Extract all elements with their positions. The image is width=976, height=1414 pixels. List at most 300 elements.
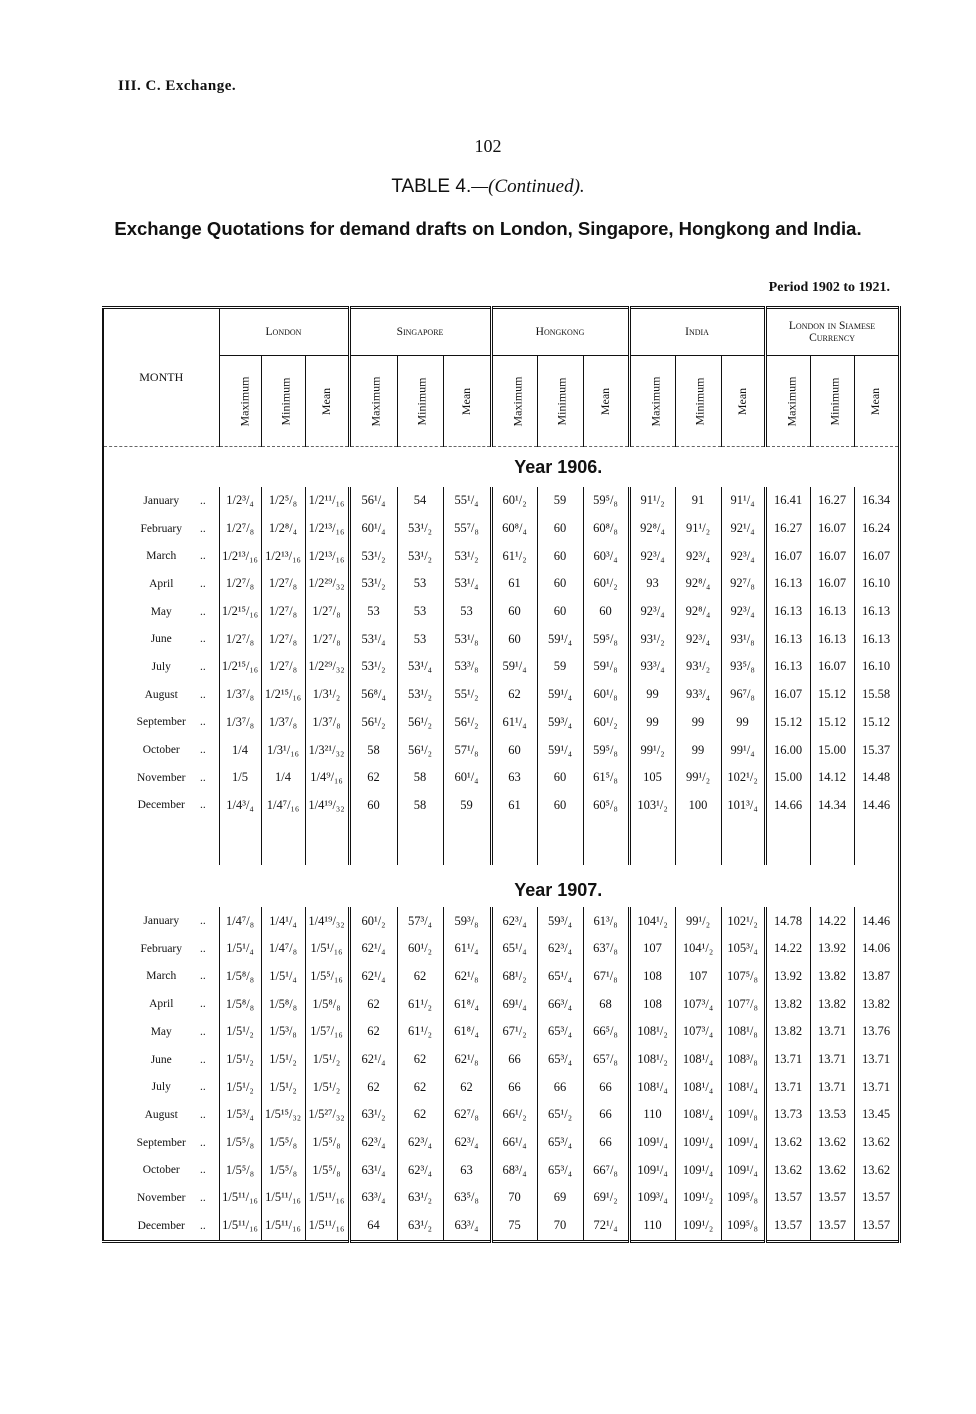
value-cell: 16.13: [854, 625, 899, 653]
value-cell: 53: [349, 598, 397, 626]
value-cell: 1/2⁸/₄: [261, 515, 305, 543]
value-cell: 1/2⁷/₈: [261, 625, 305, 653]
value-cell: 93: [629, 570, 675, 598]
value-cell: 100: [675, 792, 721, 820]
value-cell: 91¹/₄: [721, 487, 765, 515]
value-cell: 61: [491, 792, 537, 820]
value-cell: 92⁷/₈: [721, 570, 765, 598]
value-cell: 58: [397, 764, 443, 792]
value-cell: 56¹/₂: [349, 709, 397, 737]
value-cell: 53: [397, 570, 443, 598]
value-cell: 13.57: [854, 1212, 899, 1241]
value-cell: 66: [583, 1073, 629, 1101]
value-cell: 14.12: [810, 764, 854, 792]
value-cell: 105³/₄: [721, 935, 765, 963]
group-header-singapore: Singapore: [349, 308, 491, 356]
subheader-minimum: [810, 356, 854, 447]
month-cell: [103, 570, 219, 598]
value-cell: 1/2⁷/₈: [305, 598, 349, 626]
value-cell: 60¹/₄: [349, 515, 397, 543]
value-cell: 1/3¹/₂: [305, 681, 349, 709]
value-cell: 63¹/₂: [397, 1212, 443, 1241]
value-cell: 1/5⁵/₈: [261, 1156, 305, 1184]
month-name: February: [140, 942, 182, 955]
month-name: April: [149, 998, 174, 1011]
value-cell: 1/2³/₄: [219, 487, 261, 515]
month-name: January: [143, 915, 180, 928]
month-cell: [103, 625, 219, 653]
value-cell: 68¹/₂: [491, 963, 537, 991]
value-cell: 60⁸/₄: [491, 515, 537, 543]
subheader-maximum: [629, 356, 675, 447]
value-cell: 1/2¹³/₁₆: [219, 542, 261, 570]
value-cell: 60¹/₂: [349, 907, 397, 935]
value-cell: 1/3⁷/₈: [219, 681, 261, 709]
value-cell: 66¹/₄: [491, 1129, 537, 1157]
leader-dots: ..: [200, 605, 206, 618]
value-cell: 67¹/₂: [491, 1018, 537, 1046]
value-cell: 15.00: [765, 764, 810, 792]
value-cell: 13.62: [765, 1156, 810, 1184]
value-cell: 62³/₄: [443, 1129, 491, 1157]
value-cell: 1/4¹⁹/₃₂: [305, 907, 349, 935]
group-header-india: India: [629, 308, 765, 356]
value-cell: 68³/₄: [491, 1156, 537, 1184]
value-cell: 13.71: [854, 1046, 899, 1074]
value-cell: 62³/₄: [491, 907, 537, 935]
value-cell: 70: [537, 1212, 583, 1241]
subheader-maximum: [491, 356, 537, 447]
value-cell: 99: [629, 681, 675, 709]
leader-dots: ..: [200, 1025, 206, 1038]
value-cell: 61¹/₂: [491, 542, 537, 570]
month-cell: [103, 990, 219, 1018]
value-cell: 13.92: [765, 963, 810, 991]
value-cell: 53¹/₂: [349, 653, 397, 681]
value-cell: 13.62: [854, 1129, 899, 1157]
month-cell: [103, 487, 219, 515]
value-cell: 16.07: [810, 570, 854, 598]
value-cell: 65³/₄: [537, 1046, 583, 1074]
value-cell: 13.53: [810, 1101, 854, 1129]
table-row: [103, 681, 899, 709]
table-row: [103, 515, 899, 543]
value-cell: 109¹/₂: [675, 1184, 721, 1212]
value-cell: 58: [349, 736, 397, 764]
table-row: [103, 1046, 899, 1074]
value-cell: 62: [397, 1101, 443, 1129]
value-cell: 13.62: [765, 1129, 810, 1157]
value-cell: 1/5⁵/₈: [219, 1156, 261, 1184]
month-name: November: [136, 771, 186, 784]
value-cell: 14.78: [765, 907, 810, 935]
value-cell: 1/2⁷/₈: [261, 570, 305, 598]
value-cell: 53¹/₂: [443, 542, 491, 570]
value-cell: 60: [537, 542, 583, 570]
value-cell: 13.76: [854, 1018, 899, 1046]
value-cell: 109¹/₂: [675, 1212, 721, 1241]
value-cell: 92³/₄: [675, 625, 721, 653]
value-cell: 1/4⁷/₈: [219, 907, 261, 935]
value-cell: 104¹/₂: [675, 935, 721, 963]
month-cell: [103, 598, 219, 626]
value-cell: 16.27: [765, 515, 810, 543]
value-cell: 59⁵/₈: [583, 736, 629, 764]
value-cell: 1/5¹/₂: [219, 1046, 261, 1074]
table-row: [103, 709, 899, 737]
leader-dots: ..: [200, 550, 206, 563]
value-cell: 16.13: [810, 598, 854, 626]
value-cell: 16.24: [854, 515, 899, 543]
value-cell: 60¹/₂: [583, 570, 629, 598]
value-cell: 61¹/₄: [443, 935, 491, 963]
value-cell: 70: [491, 1184, 537, 1212]
value-cell: 110: [629, 1212, 675, 1241]
value-cell: 65³/₄: [537, 1129, 583, 1157]
table-row: [103, 1018, 899, 1046]
value-cell: 107⁵/₈: [721, 963, 765, 991]
value-cell: 93¹/₂: [675, 653, 721, 681]
leader-dots: ..: [200, 970, 206, 983]
year-row: [103, 447, 899, 488]
value-cell: 13.71: [854, 1073, 899, 1101]
value-cell: 1/2¹⁵/₁₆: [261, 681, 305, 709]
value-cell: 13.82: [765, 990, 810, 1018]
value-cell: 57¹/₈: [443, 736, 491, 764]
value-cell: 60: [537, 792, 583, 820]
value-cell: 63: [491, 764, 537, 792]
leader-dots: ..: [200, 577, 206, 590]
value-cell: 56¹/₂: [397, 709, 443, 737]
value-cell: 60: [537, 570, 583, 598]
value-cell: 14.22: [810, 907, 854, 935]
value-cell: 67¹/₈: [583, 963, 629, 991]
subheader-label: Mean: [735, 387, 750, 415]
leader-dots: ..: [200, 998, 206, 1011]
value-cell: 65¹/₄: [491, 935, 537, 963]
value-cell: 109¹/₈: [721, 1101, 765, 1129]
value-cell: 1/5⁵/₁₆: [305, 963, 349, 991]
value-cell: 109¹/₄: [721, 1156, 765, 1184]
value-cell: 62¹/₈: [443, 1046, 491, 1074]
value-cell: 1/5¹¹/₁₆: [305, 1212, 349, 1241]
value-cell: 1/5¹/₂: [305, 1046, 349, 1074]
value-cell: 13.57: [765, 1212, 810, 1241]
value-cell: 1/5⁵/₈: [219, 1129, 261, 1157]
value-cell: 15.12: [854, 709, 899, 737]
leader-dots: ..: [200, 716, 206, 729]
value-cell: 1/4¹⁹/₃₂: [305, 792, 349, 820]
value-cell: 59¹/₄: [537, 681, 583, 709]
subheader-label: Mean: [459, 387, 474, 415]
month-name: August: [144, 1108, 178, 1121]
value-cell: 93¹/₈: [721, 625, 765, 653]
value-cell: 62: [397, 963, 443, 991]
subheader-label: Minimum: [692, 376, 707, 426]
value-cell: 1/5¹/₂: [219, 1018, 261, 1046]
value-cell: 65³/₄: [537, 1156, 583, 1184]
value-cell: 56¹/₄: [349, 487, 397, 515]
value-cell: 109¹/₄: [629, 1129, 675, 1157]
value-cell: 63¹/₂: [397, 1184, 443, 1212]
value-cell: 1/5⁷/₁₆: [305, 1018, 349, 1046]
value-cell: 56⁸/₄: [349, 681, 397, 709]
value-cell: 59¹/₄: [537, 736, 583, 764]
value-cell: 1/5²⁷/₃₂: [305, 1101, 349, 1129]
subheader-mean: [721, 356, 765, 447]
value-cell: 65¹/₂: [537, 1101, 583, 1129]
value-cell: 109³/₄: [629, 1184, 675, 1212]
value-cell: 14.06: [854, 935, 899, 963]
table-row: [103, 990, 899, 1018]
value-cell: 60: [349, 792, 397, 820]
value-cell: 60⁸/₈: [583, 515, 629, 543]
value-cell: 16.00: [765, 736, 810, 764]
subheader-label: Maximum: [510, 376, 525, 426]
month-cell: [103, 653, 219, 681]
value-cell: 59³/₈: [443, 907, 491, 935]
leader-dots: ..: [200, 1136, 206, 1149]
value-cell: 1/2¹³/₁₆: [305, 542, 349, 570]
value-cell: 103¹/₂: [629, 792, 675, 820]
month-name: July: [151, 660, 171, 673]
table-title-continued: —(Continued).: [471, 176, 585, 197]
month-name: December: [137, 799, 185, 812]
value-cell: 92³/₄: [629, 542, 675, 570]
month-name: October: [142, 744, 180, 757]
value-cell: 16.07: [810, 653, 854, 681]
value-cell: 65³/₄: [537, 1018, 583, 1046]
group-header-hongkong: Hongkong: [491, 308, 629, 356]
value-cell: 108¹/₄: [721, 1073, 765, 1101]
value-cell: 63: [443, 1156, 491, 1184]
value-cell: 109¹/₄: [675, 1156, 721, 1184]
value-cell: 60⁵/₈: [583, 792, 629, 820]
subheader-label: Maximum: [648, 376, 663, 426]
value-cell: 62¹/₈: [443, 963, 491, 991]
value-cell: 59⁵/₈: [583, 487, 629, 515]
value-cell: 92³/₄: [721, 542, 765, 570]
month-name: November: [136, 1191, 186, 1204]
table-row: [103, 598, 899, 626]
value-cell: 1/5: [219, 764, 261, 792]
month-cell: [103, 542, 219, 570]
leader-dots: ..: [200, 1108, 206, 1121]
value-cell: 53: [397, 598, 443, 626]
value-cell: 66³/₄: [537, 990, 583, 1018]
value-cell: 14.66: [765, 792, 810, 820]
table-row: [103, 542, 899, 570]
value-cell: 108¹/₈: [721, 1018, 765, 1046]
exchange-table: [102, 306, 901, 1243]
value-cell: 16.10: [854, 570, 899, 598]
value-cell: 1/3²¹/₃₂: [305, 736, 349, 764]
value-cell: 62: [397, 1073, 443, 1101]
value-cell: 63⁵/₈: [443, 1184, 491, 1212]
value-cell: 16.07: [765, 542, 810, 570]
value-cell: 62: [349, 764, 397, 792]
month-cell: [103, 935, 219, 963]
subheader-label: Mean: [318, 387, 333, 415]
section-heading: III. C. Exchange.: [118, 78, 237, 94]
value-cell: 60: [491, 625, 537, 653]
value-cell: 108¹/₂: [629, 1046, 675, 1074]
value-cell: 59³/₄: [537, 709, 583, 737]
value-cell: 13.71: [765, 1073, 810, 1101]
value-cell: 55⁷/₈: [443, 515, 491, 543]
value-cell: 15.12: [810, 709, 854, 737]
spacer-row: [103, 819, 899, 865]
subheader-label: Mean: [868, 387, 883, 415]
value-cell: 62³/₄: [397, 1156, 443, 1184]
value-cell: 53: [443, 598, 491, 626]
subheader-maximum: [219, 356, 261, 447]
month-name: July: [151, 1081, 171, 1094]
value-cell: 99¹/₂: [675, 764, 721, 792]
value-cell: 109¹/₄: [629, 1156, 675, 1184]
value-cell: 1/5⁸/₈: [305, 990, 349, 1018]
value-cell: 61³/₈: [583, 907, 629, 935]
value-cell: 63¹/₄: [349, 1156, 397, 1184]
value-cell: 92³/₄: [721, 598, 765, 626]
value-cell: 61⁵/₈: [583, 764, 629, 792]
table-row: [103, 792, 899, 820]
value-cell: 1/2¹⁵/₁₆: [219, 598, 261, 626]
table-row: [103, 1101, 899, 1129]
value-cell: 59: [537, 487, 583, 515]
value-cell: 93³/₄: [629, 653, 675, 681]
value-cell: 1/5⁸/₈: [261, 990, 305, 1018]
value-cell: 57³/₄: [397, 907, 443, 935]
value-cell: 16.13: [765, 653, 810, 681]
value-cell: 1/5¹/₁₆: [305, 935, 349, 963]
value-cell: 107: [675, 963, 721, 991]
value-cell: 93⁵/₈: [721, 653, 765, 681]
leader-dots: ..: [200, 1053, 206, 1066]
value-cell: 66: [491, 1046, 537, 1074]
value-cell: 1/4⁷/₁₆: [261, 792, 305, 820]
value-cell: 107³/₄: [675, 1018, 721, 1046]
value-cell: 53¹/₈: [443, 625, 491, 653]
value-cell: 102¹/₂: [721, 764, 765, 792]
value-cell: 1/3¹/₁₆: [261, 736, 305, 764]
value-cell: 65¹/₄: [537, 963, 583, 991]
value-cell: 1/5⁸/₈: [219, 963, 261, 991]
value-cell: 108¹/₄: [675, 1073, 721, 1101]
value-cell: 55¹/₂: [443, 681, 491, 709]
value-cell: 99¹/₄: [721, 736, 765, 764]
month-cell: [103, 736, 219, 764]
value-cell: 63³/₄: [349, 1184, 397, 1212]
month-name: April: [149, 577, 174, 590]
value-cell: 108¹/₂: [629, 1018, 675, 1046]
value-cell: 92⁸/₄: [629, 515, 675, 543]
value-cell: 14.46: [854, 792, 899, 820]
value-cell: 13.71: [810, 1018, 854, 1046]
value-cell: 92³/₄: [675, 542, 721, 570]
value-cell: 1/4¹/₄: [261, 907, 305, 935]
month-name: March: [146, 550, 177, 563]
value-cell: 64: [349, 1212, 397, 1241]
month-cell: [103, 1018, 219, 1046]
subheader-label: Minimum: [414, 376, 429, 426]
month-cell: [103, 1212, 219, 1241]
value-cell: 99: [721, 709, 765, 737]
value-cell: 1/4⁹/₁₆: [305, 764, 349, 792]
value-cell: 62¹/₄: [349, 1046, 397, 1074]
table-title: [0, 176, 976, 198]
value-cell: 53: [397, 625, 443, 653]
value-cell: 60³/₄: [583, 542, 629, 570]
table-row: [103, 764, 899, 792]
subheader-label: Minimum: [827, 376, 842, 426]
leader-dots: ..: [200, 633, 206, 646]
value-cell: 59: [443, 792, 491, 820]
value-cell: 15.12: [765, 709, 810, 737]
value-cell: 60¹/₂: [397, 935, 443, 963]
subheader-label: Mean: [598, 387, 613, 415]
table-row: [103, 736, 899, 764]
value-cell: 91¹/₂: [629, 487, 675, 515]
period-label: Period 1902 to 1921.: [768, 280, 890, 295]
subheader-mean: [583, 356, 629, 447]
value-cell: 62: [349, 1018, 397, 1046]
subheader-mean: [443, 356, 491, 447]
value-cell: 93¹/₂: [629, 625, 675, 653]
value-cell: 53¹/₂: [397, 681, 443, 709]
value-cell: 13.62: [810, 1156, 854, 1184]
value-cell: 107: [629, 935, 675, 963]
value-cell: 93³/₄: [675, 681, 721, 709]
value-cell: 62: [491, 681, 537, 709]
value-cell: 53¹/₂: [397, 542, 443, 570]
value-cell: 1/2¹³/₁₆: [305, 515, 349, 543]
value-cell: 1/5¹¹/₁₆: [261, 1212, 305, 1241]
value-cell: 1/5⁵/₈: [305, 1156, 349, 1184]
value-cell: 54: [397, 487, 443, 515]
month-cell: [103, 963, 219, 991]
month-cell: [103, 681, 219, 709]
value-cell: 13.57: [810, 1184, 854, 1212]
value-cell: 1/2⁷/₈: [261, 653, 305, 681]
leader-dots: ..: [200, 660, 206, 673]
value-cell: 62³/₄: [349, 1129, 397, 1157]
subheader-label: Minimum: [278, 376, 293, 426]
value-cell: 62: [349, 990, 397, 1018]
value-cell: 1/5¹¹/₁₆: [219, 1212, 261, 1241]
value-cell: 1/5³/₈: [261, 1018, 305, 1046]
leader-dots: ..: [200, 915, 206, 928]
value-cell: 99: [675, 709, 721, 737]
value-cell: 59¹/₈: [583, 653, 629, 681]
table-row: [103, 963, 899, 991]
value-cell: 1/5³/₄: [219, 1101, 261, 1129]
value-cell: 53¹/₂: [397, 515, 443, 543]
value-cell: 58: [397, 792, 443, 820]
value-cell: 108: [629, 990, 675, 1018]
value-cell: 62: [349, 1073, 397, 1101]
value-cell: 16.13: [765, 598, 810, 626]
value-cell: 61¹/₂: [397, 990, 443, 1018]
value-cell: 69¹/₄: [491, 990, 537, 1018]
value-cell: 1/3⁷/₈: [305, 709, 349, 737]
value-cell: 60: [491, 598, 537, 626]
leader-dots: ..: [200, 688, 206, 701]
value-cell: 62¹/₄: [349, 963, 397, 991]
value-cell: 62³/₄: [537, 935, 583, 963]
value-cell: 13.57: [765, 1184, 810, 1212]
value-cell: 62¹/₄: [349, 935, 397, 963]
